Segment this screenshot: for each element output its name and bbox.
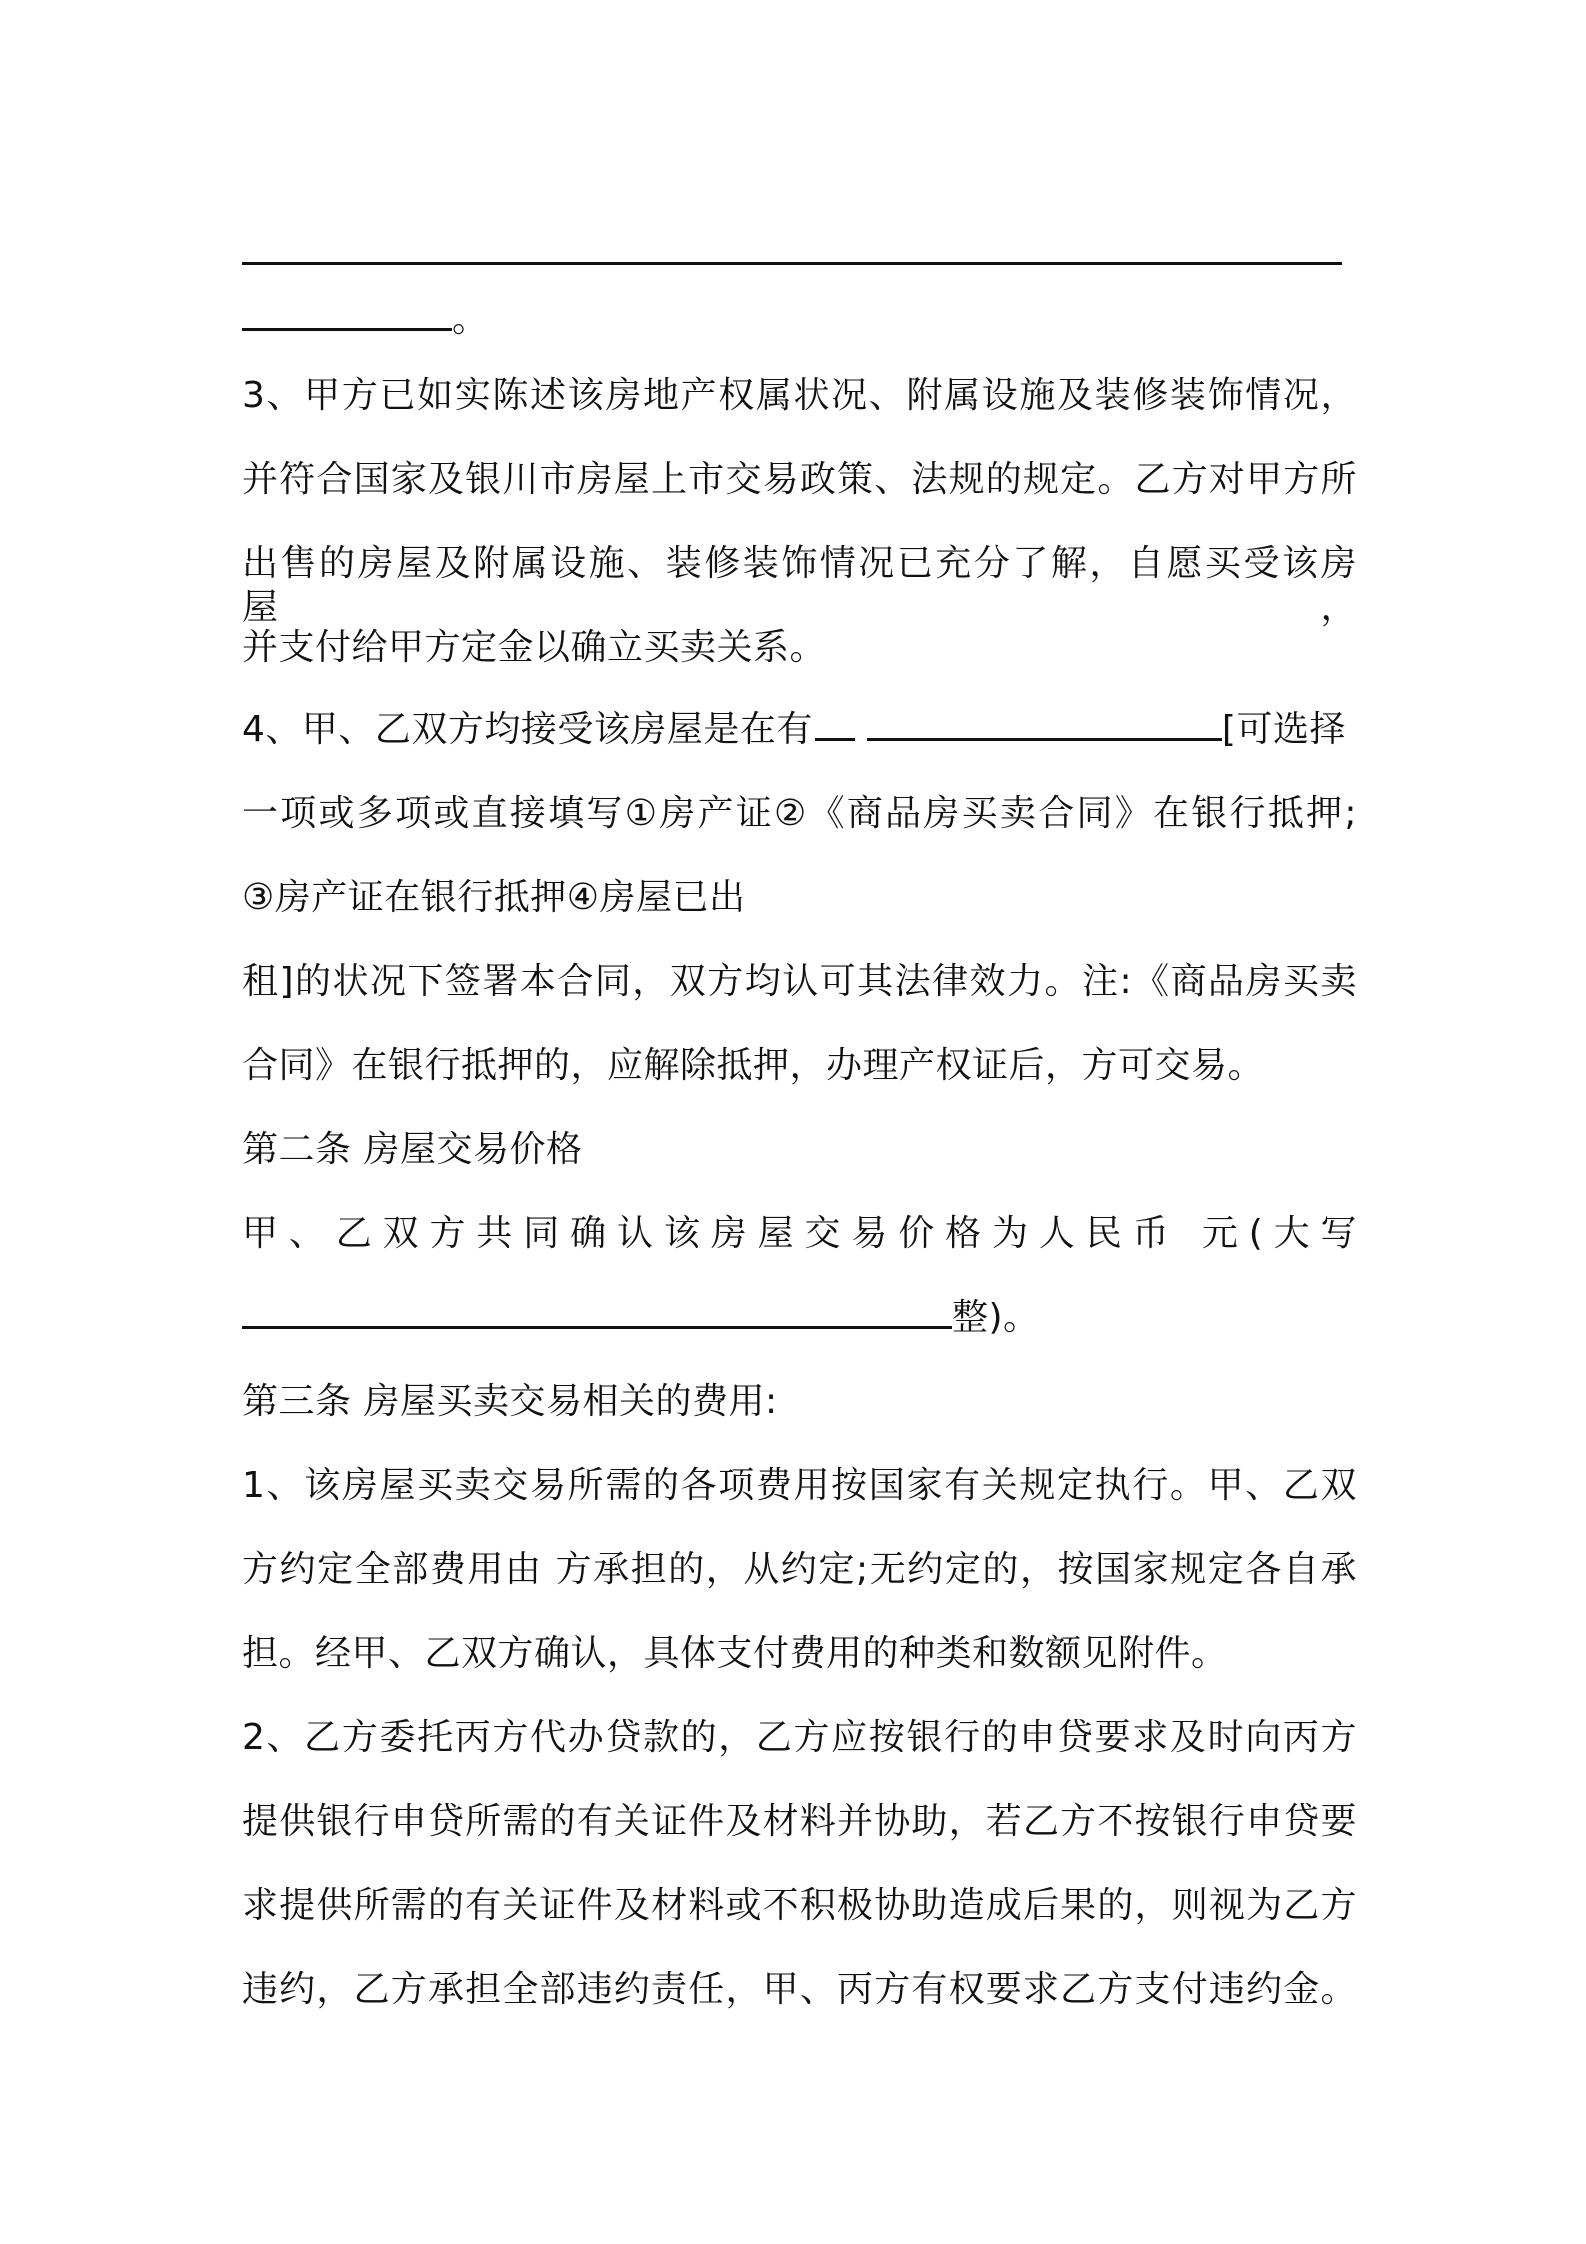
blank-line-1 [242,232,1357,276]
para-4-line-1-suffix: [可选择 [1221,709,1346,750]
para-3-line-1: 3、甲方已如实陈述该房地产权属状况、附属设施及装修装饰情况， [242,375,1357,416]
para-3-line-4: 并支付给甲方定金以确立买卖关系。 [242,627,827,668]
article-3-p1-line-1: 1、该房屋买卖交易所需的各项费用按国家有关规定执行。甲、乙双 [242,1465,1357,1506]
para-4-line-1 [242,708,1357,752]
article-3-p2-line-4: 违约，乙方承担全部违约责任，甲、丙方有权要求乙方支付违约金。 [242,1969,1357,2010]
para-4-line-4: 租]的状况下签署本合同，双方均认可其法律效力。注:《商品房买卖 [242,961,1357,1002]
article-3-p1-line-2: 方约定全部费用由 方承担的，从约定;无约定的，按国家规定各自承 [242,1549,1357,1590]
blank-line-2-suffix: 。 [452,299,489,340]
article-3-p2-line-1: 2、乙方委托丙方代办贷款的，乙方应按银行的申贷要求及时向丙方 [242,1717,1357,1758]
fill-in-blank [242,298,452,331]
article-2-heading: 第二条 房屋交易价格 [242,1129,583,1170]
article-2-line-1: 甲、乙双方共同确认该房屋交易价格为人民币 元(大写 [242,1213,1357,1254]
fill-in-blank [242,1296,952,1329]
para-3-line-3: 出售的房屋及附属设施、装修装饰情况已充分了解，自愿买受该房屋， [242,543,1357,628]
para-3-line-2: 并符合国家及银川市房屋上市交易政策、法规的规定。乙方对甲方所 [242,459,1357,500]
blank-line-2 [242,298,1357,342]
fill-in-blank [815,708,855,741]
article-2-line-2-suffix: 整)。 [952,1297,1040,1338]
article-2-line-2 [242,1296,1357,1340]
article-3-heading: 第三条 房屋买卖交易相关的费用: [242,1381,778,1422]
fill-in-blank [867,708,1222,741]
fill-in-blank [242,232,1342,265]
article-3-p2-line-2: 提供银行申贷所需的有关证件及材料并协助，若乙方不按银行申贷要 [242,1801,1357,1842]
para-4-line-3: ③房产证在银行抵押④房屋已出 [242,877,746,918]
article-3-p2-line-3: 求提供所需的有关证件及材料或不积极协助造成后果的，则视为乙方 [242,1885,1357,1926]
para-4-line-5: 合同》在银行抵押的，应解除抵押，办理产权证后，方可交易。 [242,1045,1265,1086]
article-3-p1-line-3: 担。经甲、乙双方确认，具体支付费用的种类和数额见附件。 [242,1633,1228,1674]
para-4-line-1-prefix: 4、甲、乙双方均接受该房屋是在有 [242,709,813,750]
para-4-line-2: 一项或多项或直接填写①房产证②《商品房买卖合同》在银行抵押; [242,793,1357,834]
